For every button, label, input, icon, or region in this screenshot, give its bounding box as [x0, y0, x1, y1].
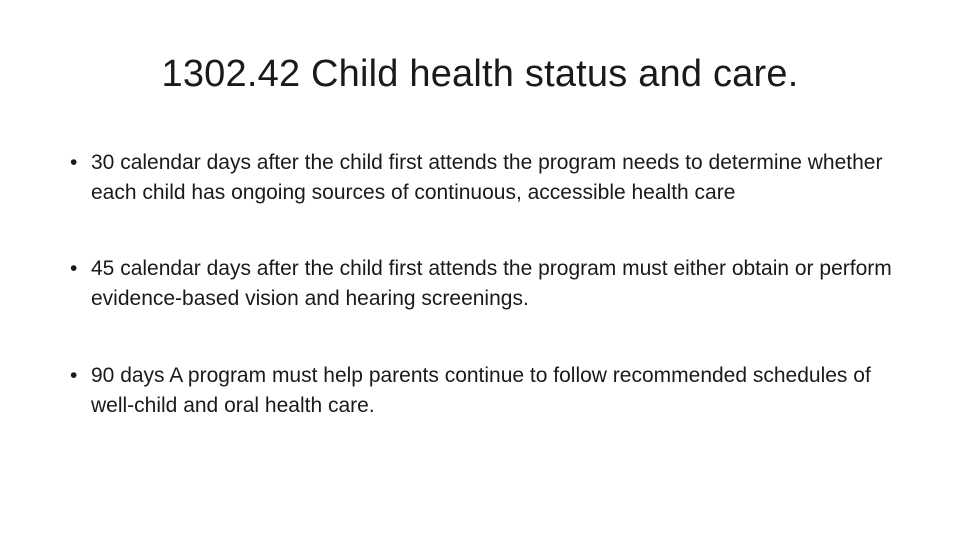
bullet-item — [66, 148, 896, 208]
bullet-list — [66, 148, 896, 421]
bullet-dot-icon: • — [70, 364, 78, 387]
bullet-text: 45 calendar days after the child first attends the program must either obtain or perform evidence-based vision and hearing screenings. — [91, 257, 892, 310]
slide-title: 1302.42 Child health status and care. — [161, 53, 799, 95]
bullet-dot-icon: • — [70, 151, 78, 174]
bullet-item — [66, 361, 896, 421]
bullet-dot-icon: • — [70, 257, 78, 280]
bullet-text: 90 days A program must help parents continue to follow recommended schedules of well-child and oral health care. — [91, 364, 871, 417]
bullet-item — [66, 254, 896, 314]
bullet-text: 30 calendar days after the child first attends the program needs to determine whether each child has ongoing sources of continuous, accessible health care — [91, 151, 883, 204]
